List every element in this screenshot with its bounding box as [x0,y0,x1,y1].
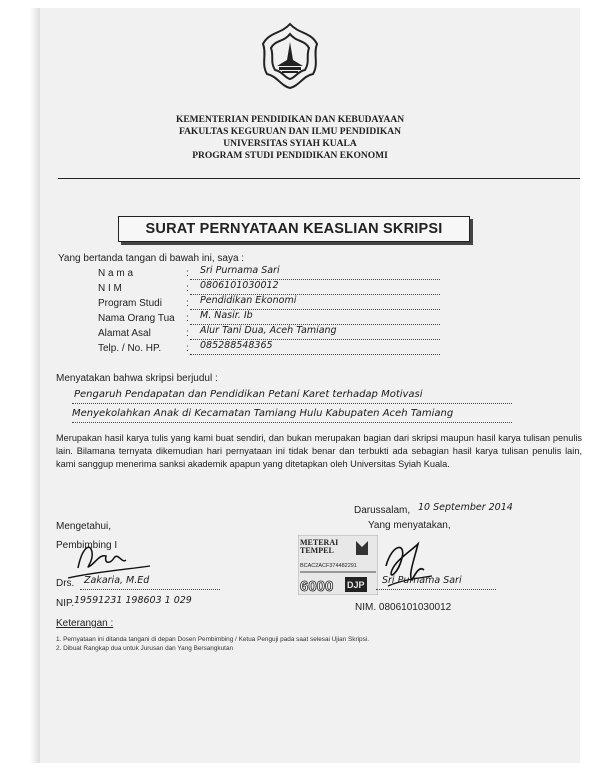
field-value-name: Sri Purnama Sari [200,265,280,276]
field-value-address: Alur Tani Dua, Aceh Tamiang [200,325,337,336]
field-label-nim: N I M [98,283,122,294]
note-item: 2. Dibuat Rangkap dua untuk Jurusan dan Yang Bersangkutan [56,645,234,652]
supervisor-name-prefix: Drs. [56,578,75,589]
declarant-nim: NIM. 0806101030012 [355,602,452,613]
supervisor-nip: 19591231 198603 1 029 [74,595,192,606]
declarant-signature [378,536,438,596]
document-title: SURAT PERNYATAAN KEASLIAN SKRIPSI [118,216,470,242]
declaration-paragraph: Merupakan hasil karya tulis yang kami buat sendiri, dan bukan merupakan bagian dari skripsi maupun hasil karya tulisan penulis lain. Bilamana ternyata dikemudian hari pernyataan ini tidak benar dan terbukti ada sebagian hasil karya tulisan penulis lain, kami sanggup menerima sanksi akademik apapun yang ditetapkan oleh Universitas Syiah Kuala. [56,433,582,469]
university-logo [255,20,325,100]
thesis-title-line-1: Pengaruh Pendapatan dan Pendidikan Petani Karet terhadap Motivasi [74,389,423,400]
program-name: PROGRAM STUDI PENDIDIKAN EKONOMI [192,151,388,161]
acknowledged-text: Mengetahui, [56,521,112,532]
meterai-value: 6000 [300,578,334,595]
meterai-line-2: TEMPEL [300,546,334,555]
declarant-name: Sri Purnama Sari [382,575,462,586]
declarant-label: Yang menyatakan, [368,520,451,531]
field-label-name: N a m a [98,268,134,279]
field-label-program: Program Studi [98,298,162,309]
date-text: 10 September 2014 [418,502,513,513]
supervisor-label: Pembimbing I [56,540,118,551]
meterai-serial: BCAC2ACF374482291 [300,563,357,569]
place-text: Darussalam, [354,505,411,516]
field-value-phone: 085288548365 [200,340,273,351]
field-label-address: Alamat Asal [98,328,151,339]
header-rule [58,178,580,179]
field-label-phone: Telp. / No. HP. [98,343,162,354]
meterai-line-1: METERAI [300,538,339,547]
field-label-parent: Nama Orang Tua [98,313,175,324]
thesis-title-line-2: Menyekolahkan Anak di Kecamatan Tamiang Hulu Kabupaten Aceh Tamiang [72,408,454,419]
supervisor-name: Zakaria, M.Ed [84,575,150,586]
ministry-name: KEMENTERIAN PENDIDIKAN DAN KEBUDAYAAN [175,115,405,125]
university-name: UNIVERSITAS SYIAH KUALA [223,139,357,149]
field-value-program: Pendidikan Ekonomi [200,295,297,306]
notes-title: Keterangan : [56,618,114,629]
institution-header [120,114,460,162]
meterai-currency: DJP [347,580,365,590]
faculty-name: FAKULTAS KEGURUAN DAN ILMU PENDIDIKAN [178,127,402,137]
intro-text: Yang bertanda tangan di bawah ini, saya : [58,253,245,264]
supervisor-nip-label: NIP. [56,598,75,609]
field-value-nim: 0806101030012 [200,280,279,291]
scan-edge [0,8,40,763]
field-value-parent: M. Nasir. Ib [200,310,253,321]
meterai-stamp [298,535,378,595]
statement-intro: Menyatakan bahwa skripsi berjudul : [56,373,218,384]
note-item: 1. Pernyataan ini ditanda tangani di depan Dosen Pembimbing / Ketua Penguji pada saat selesai Ujian Skripsi. [56,636,369,643]
